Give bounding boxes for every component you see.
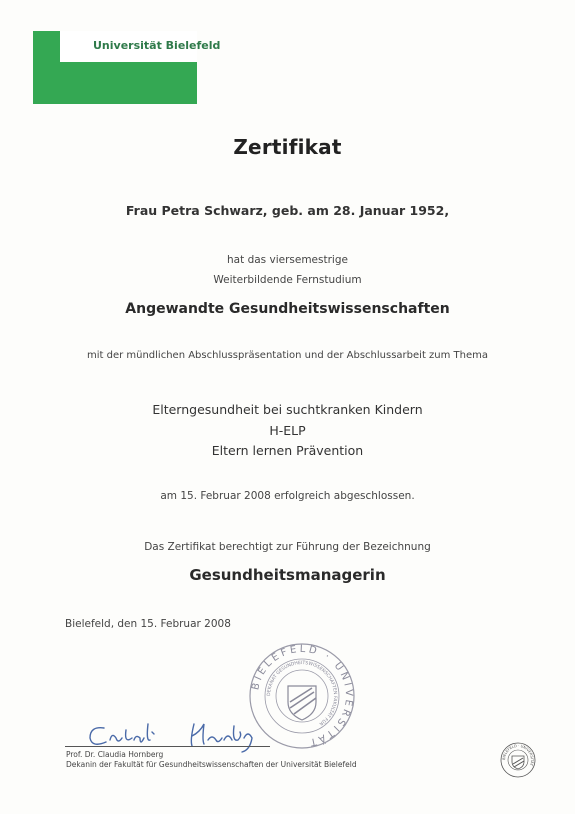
certificate-title: Zertifikat bbox=[233, 135, 342, 159]
signature-line bbox=[65, 746, 270, 747]
university-logo-text: Universität Bielefeld bbox=[93, 39, 221, 52]
topic-intro: mit der mündlichen Abschlusspräsentation und der Abschlussarbeit zum Thema bbox=[86, 350, 489, 361]
place-date: Bielefeld, den 15. Februar 2008 bbox=[65, 618, 231, 630]
recipient-line: Frau Petra Schwarz, geb. am 28. Januar 1952, bbox=[125, 203, 450, 218]
thesis-title-line-3: Eltern lernen Prävention bbox=[211, 443, 364, 458]
handwritten-signature bbox=[82, 710, 282, 754]
svg-text:BIELEFELD · UNIVERSITÄT: BIELEFELD · UNIVERSITÄT bbox=[501, 743, 535, 767]
svg-text:BIELEFELD · UNIVERSITÄT: BIELEFELD · UNIVERSITÄT bbox=[250, 643, 355, 748]
small-university-seal-icon bbox=[500, 742, 536, 778]
program-name: Angewandte Gesundheitswissenschaften bbox=[125, 301, 450, 317]
thesis-title-line-2: H-ELP bbox=[269, 423, 306, 438]
thesis-title-line-1: Elterngesundheit bei suchtkranken Kindern bbox=[152, 402, 423, 417]
intro-line-2: Weiterbildende Fernstudium bbox=[213, 274, 362, 286]
entitlement-statement: Das Zertifikat berechtigt zur Führung der Bezeichnung bbox=[144, 541, 431, 553]
signer-name: Prof. Dr. Claudia Hornberg bbox=[66, 750, 164, 759]
completion-statement: am 15. Februar 2008 erfolgreich abgeschlossen. bbox=[160, 490, 415, 502]
intro-line-1: hat das viersemestrige bbox=[227, 254, 348, 266]
svg-text:DEKANAT GESUNDHEITSWISSENSCHAF: DEKANAT GESUNDHEITSWISSENSCHAFTEN FAKULTÄT FÜR bbox=[266, 660, 338, 726]
signer-role: Dekanin der Fakultät für Gesundheitswissenschaften der Universität Bielefeld bbox=[66, 760, 357, 769]
degree-title: Gesundheitsmanagerin bbox=[189, 566, 386, 584]
